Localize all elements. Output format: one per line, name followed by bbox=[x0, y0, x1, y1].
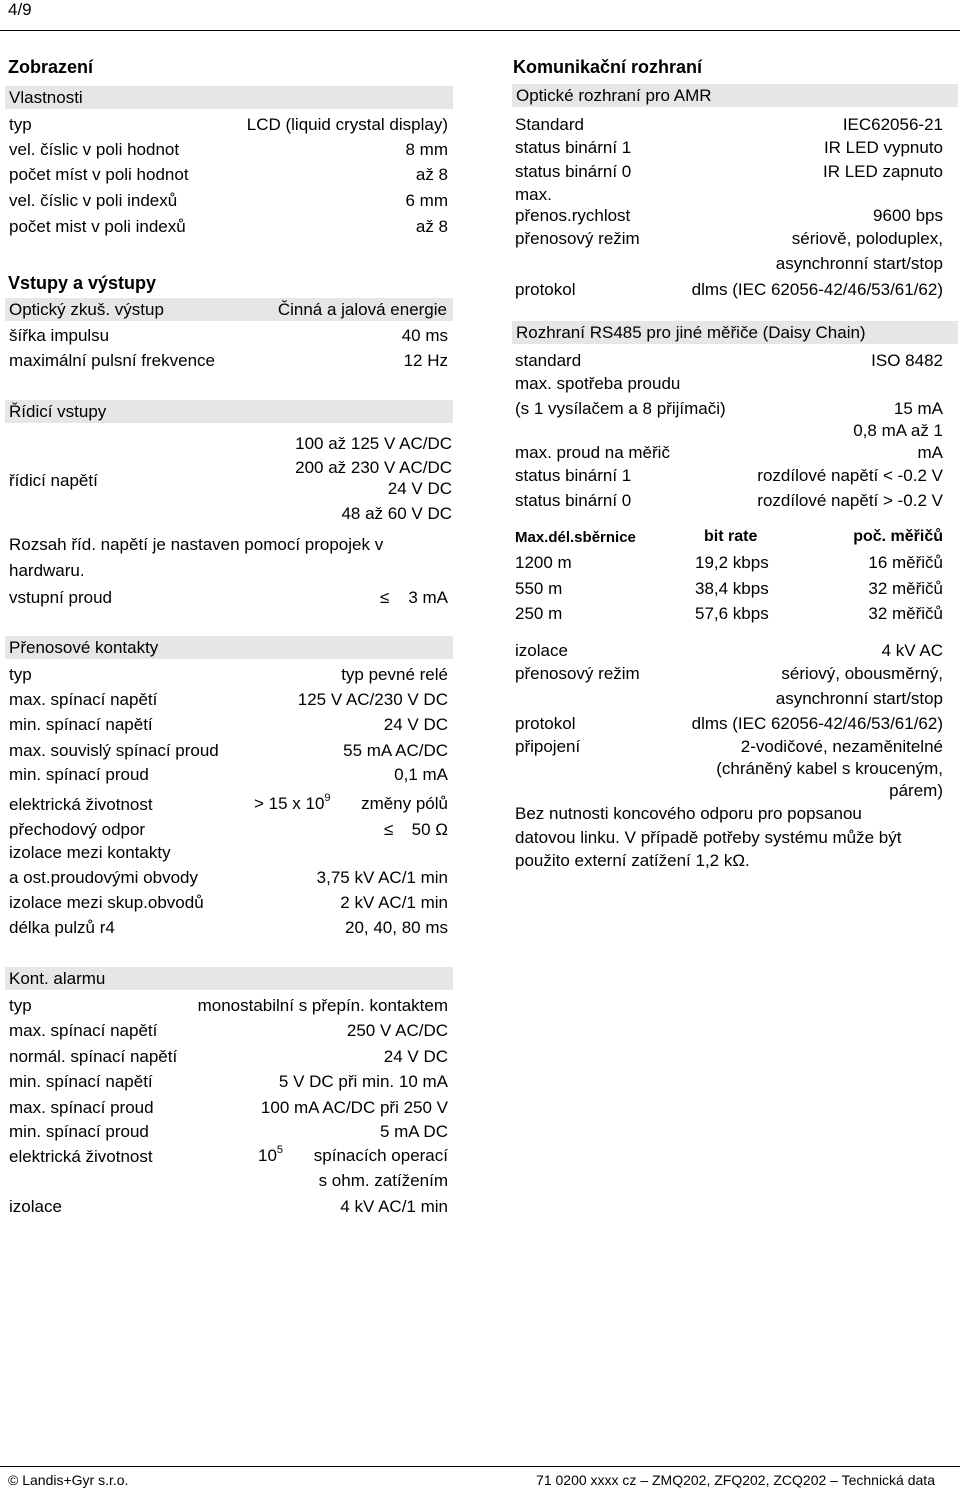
row-value: rozdílové napětí < -0.2 V bbox=[757, 466, 943, 485]
conn-value-2: (chráněný kabel s krouceným, bbox=[716, 759, 943, 778]
mode-label: přenosový režim bbox=[515, 229, 640, 248]
row-value: 5 mA DC bbox=[379, 1122, 448, 1141]
row-label: min. spínací proud bbox=[9, 1122, 149, 1141]
note-line-3: použito externí zatížení 1,2 kΩ. bbox=[515, 851, 750, 870]
table-cell-length: 1200 m bbox=[515, 553, 572, 572]
protocol-value: dlms (IEC 62056-42/46/53/61/62) bbox=[691, 280, 943, 299]
table-cell-bitrate: 57,6 kbps bbox=[695, 604, 769, 623]
row-value: 12 Hz bbox=[403, 351, 448, 370]
voltage-value: 24 V DC bbox=[387, 479, 452, 498]
meter-value-1: 0,8 mA až 1 bbox=[853, 421, 943, 440]
row-label: typ bbox=[9, 996, 32, 1015]
life-suffix: změny pólů bbox=[361, 794, 448, 813]
rs-iso-value: 4 kV AC bbox=[881, 641, 943, 660]
footer-right: 71 0200 xxxx cz – ZMQ202, ZFQ202, ZCQ202 – Technická data bbox=[536, 1472, 935, 1488]
cons-value: 15 mA bbox=[893, 399, 943, 418]
table-cell-count: 16 měřičů bbox=[868, 553, 943, 572]
table-header-length: Max.dél.sběrnice bbox=[515, 529, 636, 546]
conn-value-1: 2-vodičové, nezaměnitelné bbox=[740, 737, 943, 756]
row-value: 8 mm bbox=[405, 140, 448, 159]
table-cell-length: 250 m bbox=[515, 604, 563, 623]
row-value: 0,1 mA bbox=[394, 765, 448, 784]
speed-value: 9600 bps bbox=[873, 206, 943, 225]
header-opticky-vystup bbox=[5, 298, 453, 321]
row-label: izolace mezi skup.obvodů bbox=[9, 893, 204, 912]
meter-value-2: mA bbox=[917, 443, 943, 462]
row-label: normál. spínací napětí bbox=[9, 1047, 178, 1066]
row-value: typ pevné relé bbox=[341, 665, 448, 684]
row-label: počet míst v poli hodnot bbox=[9, 165, 189, 184]
row-value: monostabilní s přepín. kontaktem bbox=[197, 996, 448, 1015]
ridici-napeti-label: řídicí napětí bbox=[9, 471, 98, 490]
row-value: 20, 40, 80 ms bbox=[344, 918, 448, 937]
alarm-life-exponent: 5 bbox=[276, 1144, 284, 1156]
row-value: 100 mA AC/DC při 250 V bbox=[260, 1098, 448, 1117]
standard-label: standard bbox=[515, 351, 582, 370]
row-label: typ bbox=[9, 115, 32, 134]
header-opticke-rozhrani: Optické rozhraní pro AMR bbox=[512, 84, 958, 107]
rs-protocol-value: dlms (IEC 62056-42/46/53/61/62) bbox=[691, 714, 943, 733]
resist-value: 50 Ω bbox=[411, 820, 448, 839]
life-prefix: > 15 x 10 bbox=[254, 794, 325, 813]
rs-mode-label: přenosový režim bbox=[515, 664, 640, 683]
voltage-value: 48 až 60 V DC bbox=[341, 504, 452, 523]
section-title-komunikacni: Komunikační rozhraní bbox=[513, 57, 703, 77]
conn-value-3: párem) bbox=[889, 781, 943, 800]
alarm-iso-value: 4 kV AC/1 min bbox=[340, 1197, 448, 1216]
row-label: max. spínací proud bbox=[9, 1098, 154, 1117]
row-label: min. spínací napětí bbox=[9, 1072, 153, 1091]
row-value: IR LED vypnuto bbox=[823, 138, 943, 157]
section-title-vstupy: Vstupy a výstupy bbox=[8, 273, 157, 293]
header-rs485: Rozhraní RS485 pro jiné měřiče (Daisy Chain) bbox=[512, 321, 958, 344]
rs-protocol-label: protokol bbox=[515, 714, 576, 733]
table-cell-bitrate: 19,2 kbps bbox=[695, 553, 769, 572]
protocol-label: protokol bbox=[515, 280, 576, 299]
alarm-life-value-1: spínacích operací bbox=[313, 1146, 448, 1165]
life-value bbox=[254, 794, 331, 814]
row-value: 5 V DC při min. 10 mA bbox=[278, 1072, 448, 1091]
voltage-value: 100 až 125 V AC/DC bbox=[295, 434, 452, 453]
row-value: rozdílové napětí > -0.2 V bbox=[757, 491, 943, 510]
row-value: až 8 bbox=[415, 217, 448, 236]
voltage-value: 200 až 230 V AC/DC bbox=[295, 458, 452, 477]
row-label: max. souvislý spínací proud bbox=[9, 741, 219, 760]
vstupni-proud-sign: ≤ bbox=[380, 588, 390, 607]
optical-value: Činná a jalová energie bbox=[277, 300, 447, 319]
row-label: status binární 1 bbox=[515, 466, 632, 485]
row-label: status binární 1 bbox=[515, 138, 632, 157]
table-cell-count: 32 měřičů bbox=[868, 579, 943, 598]
row-label: max. spínací napětí bbox=[9, 690, 158, 709]
row-value: až 8 bbox=[415, 165, 448, 184]
row-label: Standard bbox=[515, 115, 584, 134]
mode-value-2: asynchronní start/stop bbox=[775, 254, 943, 273]
resist-sign: ≤ bbox=[384, 820, 394, 839]
footer-left: © Landis+Gyr s.r.o. bbox=[8, 1472, 129, 1488]
ridici-note-line2: hardwaru. bbox=[9, 561, 85, 580]
table-cell-bitrate: 38,4 kbps bbox=[695, 579, 769, 598]
table-header-bitrate: bit rate bbox=[704, 528, 758, 545]
cons-label-2: (s 1 vysílačem a 8 přijímači) bbox=[515, 399, 726, 418]
iso-value: 3,75 kV AC/1 min bbox=[316, 868, 448, 887]
page-number: 4/9 bbox=[8, 0, 32, 19]
row-value: 125 V AC/230 V DC bbox=[297, 690, 448, 709]
row-label: maximální pulsní frekvence bbox=[9, 351, 215, 370]
vstupni-proud-value: 3 mA bbox=[408, 588, 448, 607]
life-label: elektrická životnost bbox=[9, 795, 153, 814]
row-label: status binární 0 bbox=[515, 162, 632, 181]
row-label: min. spínací napětí bbox=[9, 715, 153, 734]
row-label: délka pulzů r4 bbox=[9, 918, 115, 937]
header-vlastnosti: Vlastnosti bbox=[5, 86, 453, 109]
row-value: 55 mA AC/DC bbox=[343, 741, 448, 760]
row-label: vel. číslic v poli hodnot bbox=[9, 140, 180, 159]
alarm-life-base bbox=[258, 1146, 283, 1166]
alarm-life-base-text: 10 bbox=[258, 1146, 277, 1165]
table-header-count: poč. měřičů bbox=[853, 528, 943, 545]
row-label: vel. číslic v poli indexů bbox=[9, 191, 178, 210]
row-value: 24 V DC bbox=[383, 1047, 448, 1066]
row-label: status binární 0 bbox=[515, 491, 632, 510]
row-value: IEC62056-21 bbox=[842, 115, 943, 134]
meter-label: max. proud na měřič bbox=[515, 443, 670, 462]
rs-mode-value-1: sériový, obousměrný, bbox=[781, 664, 943, 683]
rs-mode-value-2: asynchronní start/stop bbox=[775, 689, 943, 708]
alarm-iso-label: izolace bbox=[9, 1197, 62, 1216]
mode-value-1: sériově, poloduplex, bbox=[791, 229, 943, 248]
header-prenosove-kontakty: Přenosové kontakty bbox=[5, 636, 453, 659]
cons-label-1: max. spotřeba proudu bbox=[515, 374, 681, 393]
row-value: 2 kV AC/1 min bbox=[340, 893, 448, 912]
alarm-life-value-2: s ohm. zatížením bbox=[318, 1171, 448, 1190]
row-value: IR LED zapnuto bbox=[822, 162, 943, 181]
ridici-note-line1: Rozsah říd. napětí je nastaven pomocí propojek v bbox=[9, 535, 384, 554]
note-line-1: Bez nutnosti koncového odporu pro popsanou bbox=[515, 804, 862, 823]
iso-label-2: a ost.proudovými obvody bbox=[9, 868, 198, 887]
section-title-zobrazeni: Zobrazení bbox=[8, 57, 94, 77]
rs-iso-label: izolace bbox=[515, 641, 568, 660]
speed-label-2: přenos.rychlost bbox=[515, 206, 631, 225]
standard-value: ISO 8482 bbox=[871, 351, 943, 370]
header-ridici-vstupy: Řídicí vstupy bbox=[5, 400, 453, 423]
conn-label: připojení bbox=[515, 737, 581, 756]
life-exponent: 9 bbox=[324, 792, 331, 804]
row-label: min. spínací proud bbox=[9, 765, 149, 784]
top-rule bbox=[0, 30, 960, 31]
row-value: 250 V AC/DC bbox=[346, 1021, 448, 1040]
row-value: 24 V DC bbox=[383, 715, 448, 734]
row-value: 6 mm bbox=[405, 191, 448, 210]
iso-label-1: izolace mezi kontakty bbox=[9, 843, 171, 862]
note-line-2: datovou linku. V případě potřeby systému může být bbox=[515, 828, 902, 847]
resist-label: přechodový odpor bbox=[9, 820, 146, 839]
row-value: LCD (liquid crystal display) bbox=[246, 115, 448, 134]
vstupni-proud-label: vstupní proud bbox=[9, 588, 113, 607]
row-label: šířka impulsu bbox=[9, 326, 110, 345]
row-label: počet mist v poli indexů bbox=[9, 217, 186, 236]
footer-rule bbox=[0, 1466, 960, 1467]
table-cell-count: 32 měřičů bbox=[868, 604, 943, 623]
row-value: 40 ms bbox=[401, 326, 448, 345]
table-cell-length: 550 m bbox=[515, 579, 563, 598]
row-label: max. spínací napětí bbox=[9, 1021, 158, 1040]
row-label: typ bbox=[9, 665, 32, 684]
optical-label: Optický zkuš. výstup bbox=[9, 300, 164, 319]
alarm-life-label: elektrická životnost bbox=[9, 1147, 153, 1166]
speed-label-1: max. bbox=[515, 185, 552, 204]
header-kont-alarmu: Kont. alarmu bbox=[5, 967, 453, 990]
